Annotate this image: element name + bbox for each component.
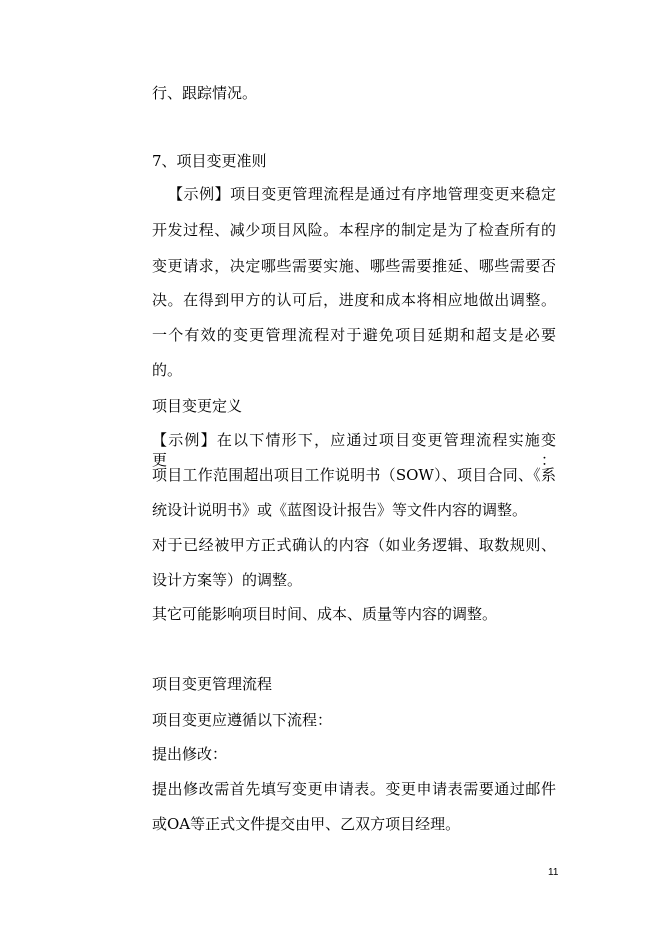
definition-line: 【示例】在以下情形下，应通过项目变更管理流程实施变更： (152, 431, 556, 469)
subheading: 项目变更管理流程 (152, 675, 273, 693)
definition-line: 设计方案等）的调整。 (152, 571, 303, 589)
definition-line: 项目工作范围超出项目工作说明书（SOW）、项目合同、《系 (152, 466, 556, 484)
definition-line: 对于已经被甲方正式确认的内容（如业务逻辑、取数规则、 (152, 536, 556, 554)
paragraph-continuation: 行、跟踪情况。 (152, 84, 258, 102)
process-line: 提出修改： (152, 745, 228, 763)
example-paragraph-line: 开发过程、减少项目风险。本程序的制定是为了检查所有的 (152, 221, 556, 239)
example-paragraph-line: 变更请求，决定哪些需要实施、哪些需要推延、哪些需要否 (152, 257, 556, 275)
example-paragraph-line: 的。 (152, 361, 183, 379)
page-number: 11 (548, 867, 559, 878)
subheading: 项目变更定义 (152, 397, 243, 415)
example-paragraph-line: 一个有效的变更管理流程对于避免项目延期和超支是必要 (152, 326, 556, 344)
definition-line: 统设计说明书》或《蓝图设计报告》等文件内容的调整。 (152, 501, 528, 519)
process-line: 提出修改需首先填写变更申请表。变更申请表需要通过邮件 (152, 780, 556, 798)
process-line: 项目变更应遵循以下流程： (152, 711, 333, 729)
process-line: 或OA等正式文件提交由甲、乙双方项目经理。 (152, 815, 461, 833)
section-heading: 7、项目变更准则 (152, 152, 267, 170)
definition-line: 其它可能影响项目时间、成本、质量等内容的调整。 (152, 605, 498, 623)
example-paragraph-line: 【示例】项目变更管理流程是通过有序地管理变更来稳定 (168, 185, 556, 203)
example-paragraph-line: 决。在得到甲方的认可后，进度和成本将相应地做出调整。 (152, 291, 556, 309)
